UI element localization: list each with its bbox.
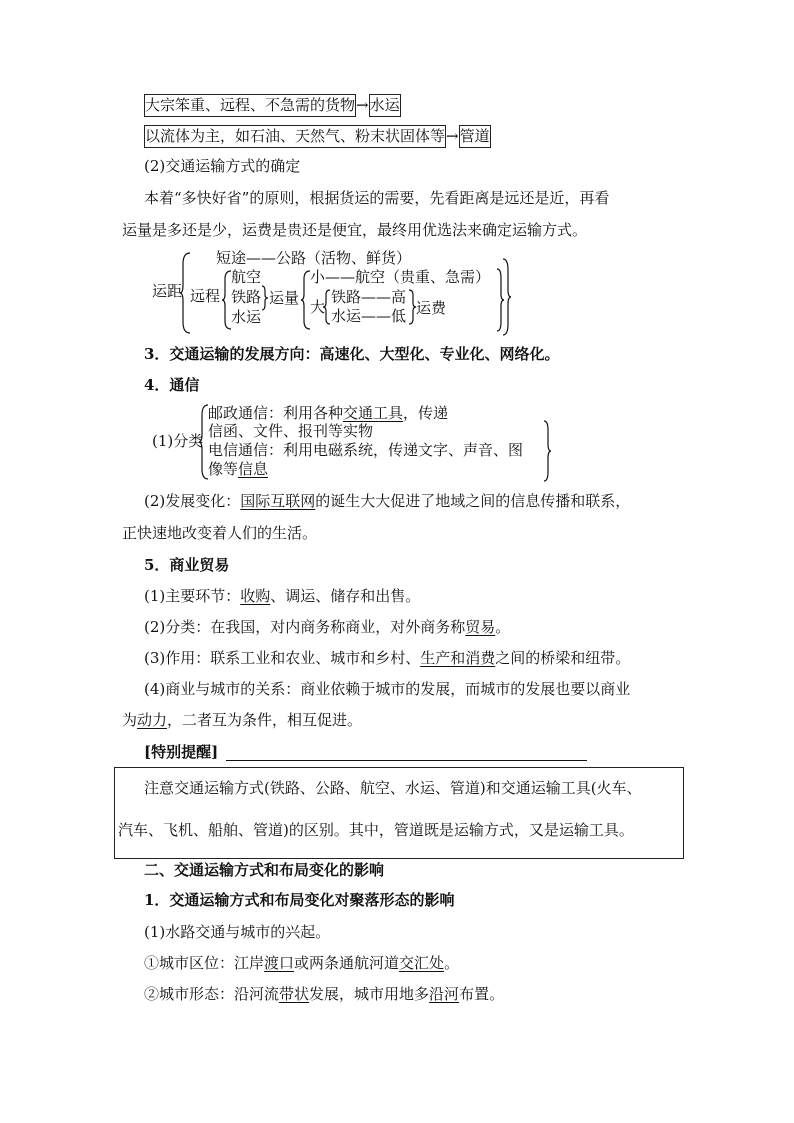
development-direction: 3．交通运输的发展方向：高速化、大型化、专业化、网络化。 [144, 345, 560, 363]
reminder-text-line-1: 注意交通运输方式(铁路、公路、航空、水运、管道)和交通运输工具(火车、 [144, 779, 642, 797]
answer-driving-force: 动力 [137, 711, 168, 729]
diagram-small-volume: 小——航空（贵重、急需） [310, 268, 491, 286]
diagram-water: 水运 [231, 308, 262, 326]
answer-information: 信息 [238, 460, 269, 478]
answer-trade: 贸易 [465, 618, 496, 636]
part-heading: 二、交通运输方式和布局变化的影响 [144, 861, 385, 879]
reminder-text-line-2: 汽车、飞机、船舶、管道)的区别。其中，管道既是运输方式，又是运输工具。 [118, 821, 634, 839]
answer-along-river: 沿河 [429, 985, 460, 1003]
diagram-short-route: 短途——公路（活物、鲜货） [216, 249, 412, 267]
commerce-city-relation-cont: 为动力，二者互为条件，相互促进。 [122, 711, 363, 729]
paragraph-line: (1)水路交通与城市的兴起。 [144, 923, 331, 941]
telecom-line-1: 电信通信：利用电磁系统，传递文字、声音、图 [208, 441, 524, 459]
paragraph-line: 运量是多还是少，运费是贵还是便宜，最终用优选法来确定运输方式。 [122, 221, 588, 239]
right-brace-icon [261, 285, 269, 311]
commerce-links: (1)主要环节：收购、调运、储存和出售。 [144, 587, 421, 605]
answer-production-consumption: 生产和消费 [420, 649, 496, 667]
arrow-icon: → [356, 96, 369, 114]
diagram-water-low: 水运——低 [331, 307, 407, 325]
diagram-long-distance: 远程 [190, 287, 221, 305]
right-brace-icon [543, 420, 551, 482]
telecom-line-2: 像等信息 [208, 460, 269, 478]
answer-ferry: 渡口 [264, 954, 295, 972]
postal-line-2: 信函、文件、报刊等实物 [208, 422, 374, 440]
paragraph-line: 正快速地改变着人们的生活。 [122, 524, 318, 542]
diagram-rail-high: 铁路——高 [331, 288, 407, 306]
classification-label: (1)分类 [152, 432, 204, 450]
answer-internet: 国际互联网 [240, 492, 316, 510]
special-reminder-label: [特别提醒] [144, 743, 219, 761]
diagram-volume: 运量 [269, 289, 300, 307]
commerce-classification: (2)分类：在我国，对内商务称商业，对外商务称贸易。 [144, 618, 511, 636]
commerce-function: (3)作用：联系工业和农业、城市和乡村、生产和消费之间的桥梁和纽带。 [144, 649, 631, 667]
city-location-line: ①城市区位：江岸渡口或两条通航河道交汇处。 [144, 954, 460, 972]
answer-purchase: 收购 [240, 587, 271, 605]
bulk-goods-text: 大宗笨重、远程、不急需的货物 [144, 94, 356, 117]
pipeline-text: 管道 [459, 125, 491, 148]
diagram-freight-cost: 运费 [416, 299, 447, 317]
answer-confluence: 交汇处 [399, 954, 445, 972]
diagram-big-volume: 大 [310, 298, 326, 316]
city-form-line: ②城市形态：沿河流带状发展，城市用地多沿河布置。 [144, 985, 505, 1003]
left-brace-icon [323, 289, 331, 325]
right-brace-icon [502, 258, 512, 336]
water-transport-text: 水运 [369, 94, 401, 117]
arrow-icon: → [446, 127, 459, 145]
fluid-goods-text: 以流体为主，如石油、天然气、粉末状固体等 [144, 125, 446, 148]
diagram-rail: 铁路 [231, 288, 262, 306]
reminder-rule [226, 760, 587, 761]
subsection-heading: 1．交通运输方式和布局变化对聚落形态的影响 [144, 891, 455, 909]
development-change-line: (2)发展变化：国际互联网的诞生大大促进了地域之间的信息传播和联系， [144, 492, 631, 510]
section-heading: 5．商业贸易 [144, 556, 230, 574]
diagram-label-distance: 运距 [152, 282, 183, 300]
commerce-city-relation: (4)商业与城市的关系：商业依赖于城市的发展，而城市的发展也要以商业 [144, 680, 631, 698]
postal-line-1: 邮政通信：利用各种交通工具，传递 [208, 404, 449, 422]
answer-belt-shape: 带状 [279, 985, 310, 1003]
mode-line-pipeline [144, 129, 491, 144]
mode-line-water [144, 98, 401, 113]
answer-transport-tools: 交通工具 [343, 404, 404, 422]
right-brace-icon [408, 289, 416, 325]
diagram-air: 航空 [231, 268, 262, 286]
section-heading: 4．通信 [144, 376, 200, 394]
paragraph-line: 本着“多快好省”的原则，根据货运的需要，先看距离是远还是近，再看 [144, 189, 610, 207]
section-heading: (2)交通运输方式的确定 [144, 157, 301, 175]
